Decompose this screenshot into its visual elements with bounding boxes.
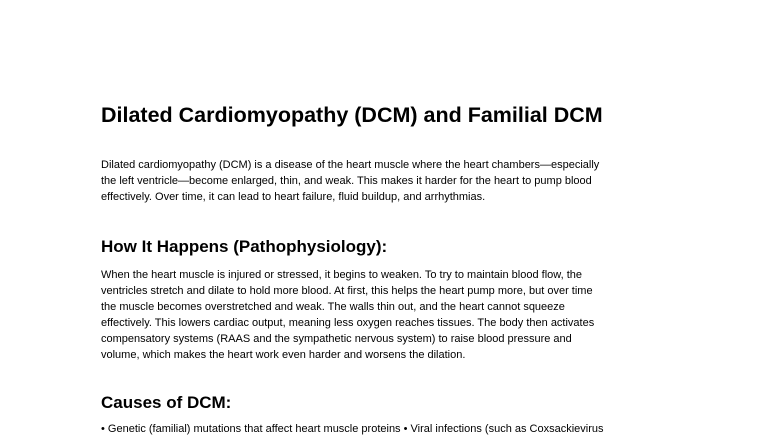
intro-line: effectively. Over time, it can lead to heart failure, fluid buildup, and arrhythmias. — [101, 191, 486, 203]
intro-line: Dilated cardiomyopathy (DCM) is a disease of the heart muscle where the heart chambers—especially — [101, 159, 600, 171]
section-heading-pathophysiology: How It Happens (Pathophysiology): — [101, 237, 388, 256]
intro-line: the left ventricle—become enlarged, thin, and weak. This makes it harder for the heart to pump blood — [101, 175, 592, 187]
paragraph-line: volume, which makes the heart work even harder and worsens the dilation. — [101, 349, 466, 361]
causes-paragraph — [101, 421, 604, 437]
section-heading-causes: Causes of DCM: — [101, 393, 232, 412]
paragraph-line: effectively. This lowers cardiac output, meaning less oxygen reaches tissues. The body then activates — [101, 317, 595, 329]
pathophysiology-paragraph — [101, 267, 594, 363]
paragraph-line: ventricles stretch and dilate to hold more blood. At first, this helps the heart pump more, but over time — [101, 285, 593, 297]
intro-paragraph — [101, 157, 599, 205]
paragraph-line: compensatory systems (RAAS and the sympathetic nervous system) to raise blood pressure and — [101, 333, 572, 345]
document-title: Dilated Cardiomyopathy (DCM) and Familial DCM — [101, 103, 603, 127]
paragraph-line: When the heart muscle is injured or stressed, it begins to weaken. To try to maintain blood flow, the — [101, 269, 582, 281]
paragraph-line: the muscle becomes overstretched and weak. The walls thin out, and the heart cannot squeeze — [101, 301, 565, 313]
causes-line: • Genetic (familial) mutations that affect heart muscle proteins • Viral infections (such as Coxsackievirus — [101, 423, 604, 435]
